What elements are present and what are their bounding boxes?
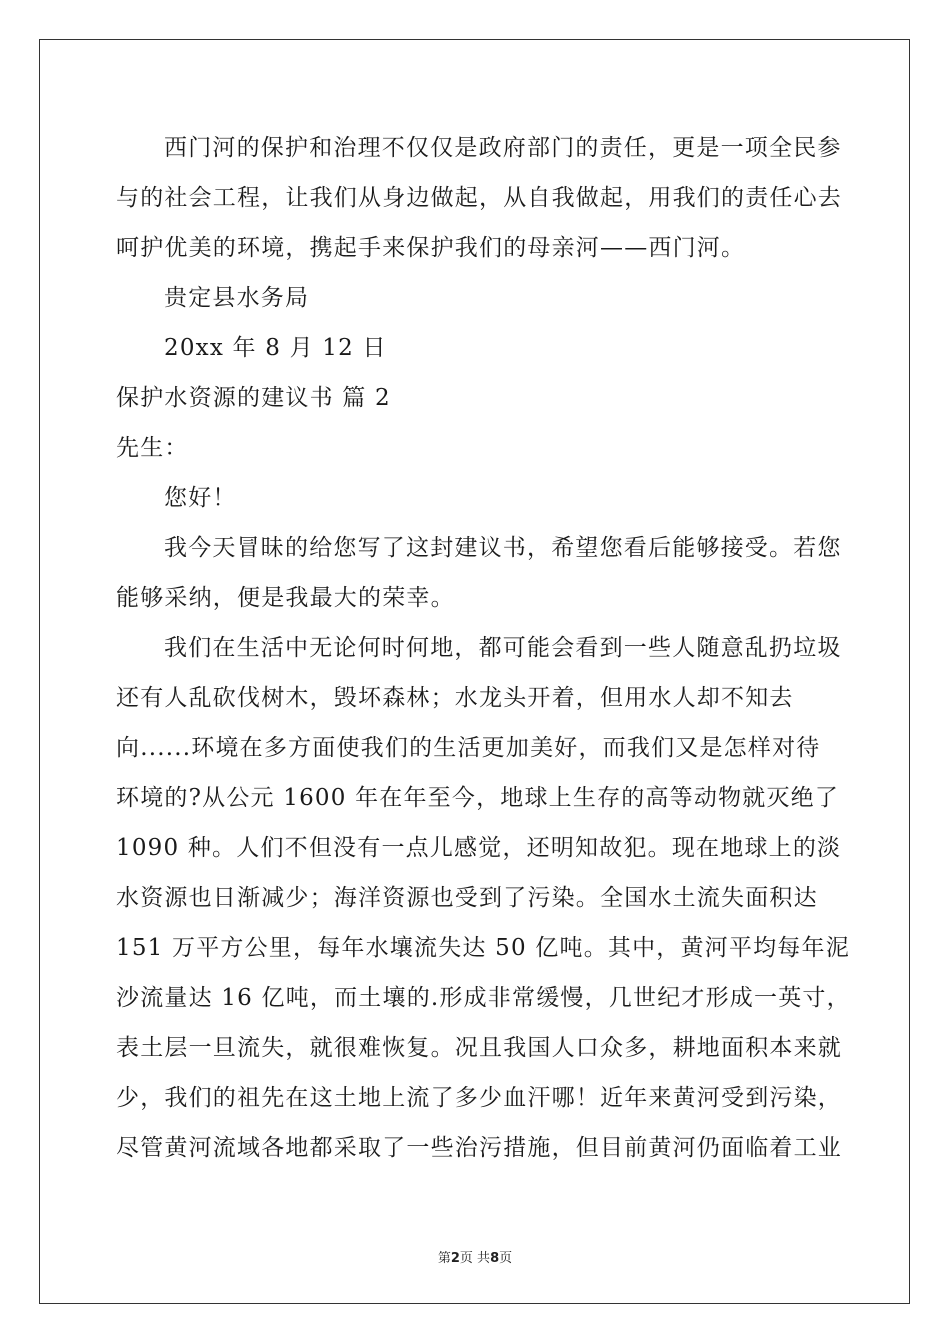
paragraph-line: 我今天冒昧的给您写了这封建议书，希望您看后能够接受。若您 [164, 535, 842, 561]
paragraph-line: 151 万平方公里，每年水壤流失达 50 亿吨。其中，黄河平均每年泥 [116, 935, 850, 961]
paragraph-line: 1090 种。人们不但没有一点儿感觉，还明知故犯。现在地球上的淡 [116, 835, 842, 861]
signature-organization: 贵定县水务局 [164, 285, 310, 311]
signature-date: 20xx 年 8 月 12 日 [164, 335, 387, 361]
footer-prefix: 第 [437, 1251, 451, 1266]
paragraph-line: 与的社会工程，让我们从身边做起，从自我做起，用我们的责任心去 [116, 185, 842, 211]
paragraph-line: 西门河的保护和治理不仅仅是政府部门的责任，更是一项全民参 [164, 135, 842, 161]
salutation: 先生： [116, 435, 189, 461]
footer-suffix: 页 [499, 1251, 513, 1266]
paragraph-line: 沙流量达 16 亿吨，而土壤的.形成非常缓慢，几世纪才形成一英寸， [116, 985, 851, 1011]
paragraph-line: 尽管黄河流域各地都采取了一些治污措施，但目前黄河仍面临着工业 [116, 1135, 842, 1161]
footer-mid: 页 共 [459, 1251, 491, 1266]
paragraph-line: 少，我们的祖先在这土地上流了多少血汗哪！近年来黄河受到污染， [116, 1085, 842, 1111]
paragraph-line: 我们在生活中无论何时何地，都可能会看到一些人随意乱扔垃圾 [164, 635, 842, 661]
footer-page-number: 2 [450, 1251, 460, 1266]
paragraph-line: 环境的?从公元 1600 年在年至今，地球上生存的高等动物就灭绝了 [116, 785, 840, 811]
paragraph-line: 能够采纳，便是我最大的荣幸。 [116, 585, 455, 611]
page-footer [0, 1247, 950, 1266]
paragraph-line: 表土层一旦流失，就很难恢复。况且我国人口众多，耕地面积本来就 [116, 1035, 842, 1061]
paragraph-line: 还有人乱砍伐树木，毁坏森林；水龙头开着，但用水人却不知去 [116, 685, 794, 711]
paragraph-line: 呵护优美的环境，携起手来保护我们的母亲河——西门河。 [116, 235, 746, 261]
greeting: 您好！ [164, 485, 237, 511]
section-title: 保护水资源的建议书 篇 2 [116, 385, 391, 411]
paragraph-line: 向......环境在多方面使我们的生活更加美好，而我们又是怎样对待 [116, 735, 821, 761]
paragraph-line: 水资源也日渐减少；海洋资源也受到了污染。全国水土流失面积达 [116, 885, 818, 911]
footer-total-pages: 8 [490, 1251, 500, 1266]
